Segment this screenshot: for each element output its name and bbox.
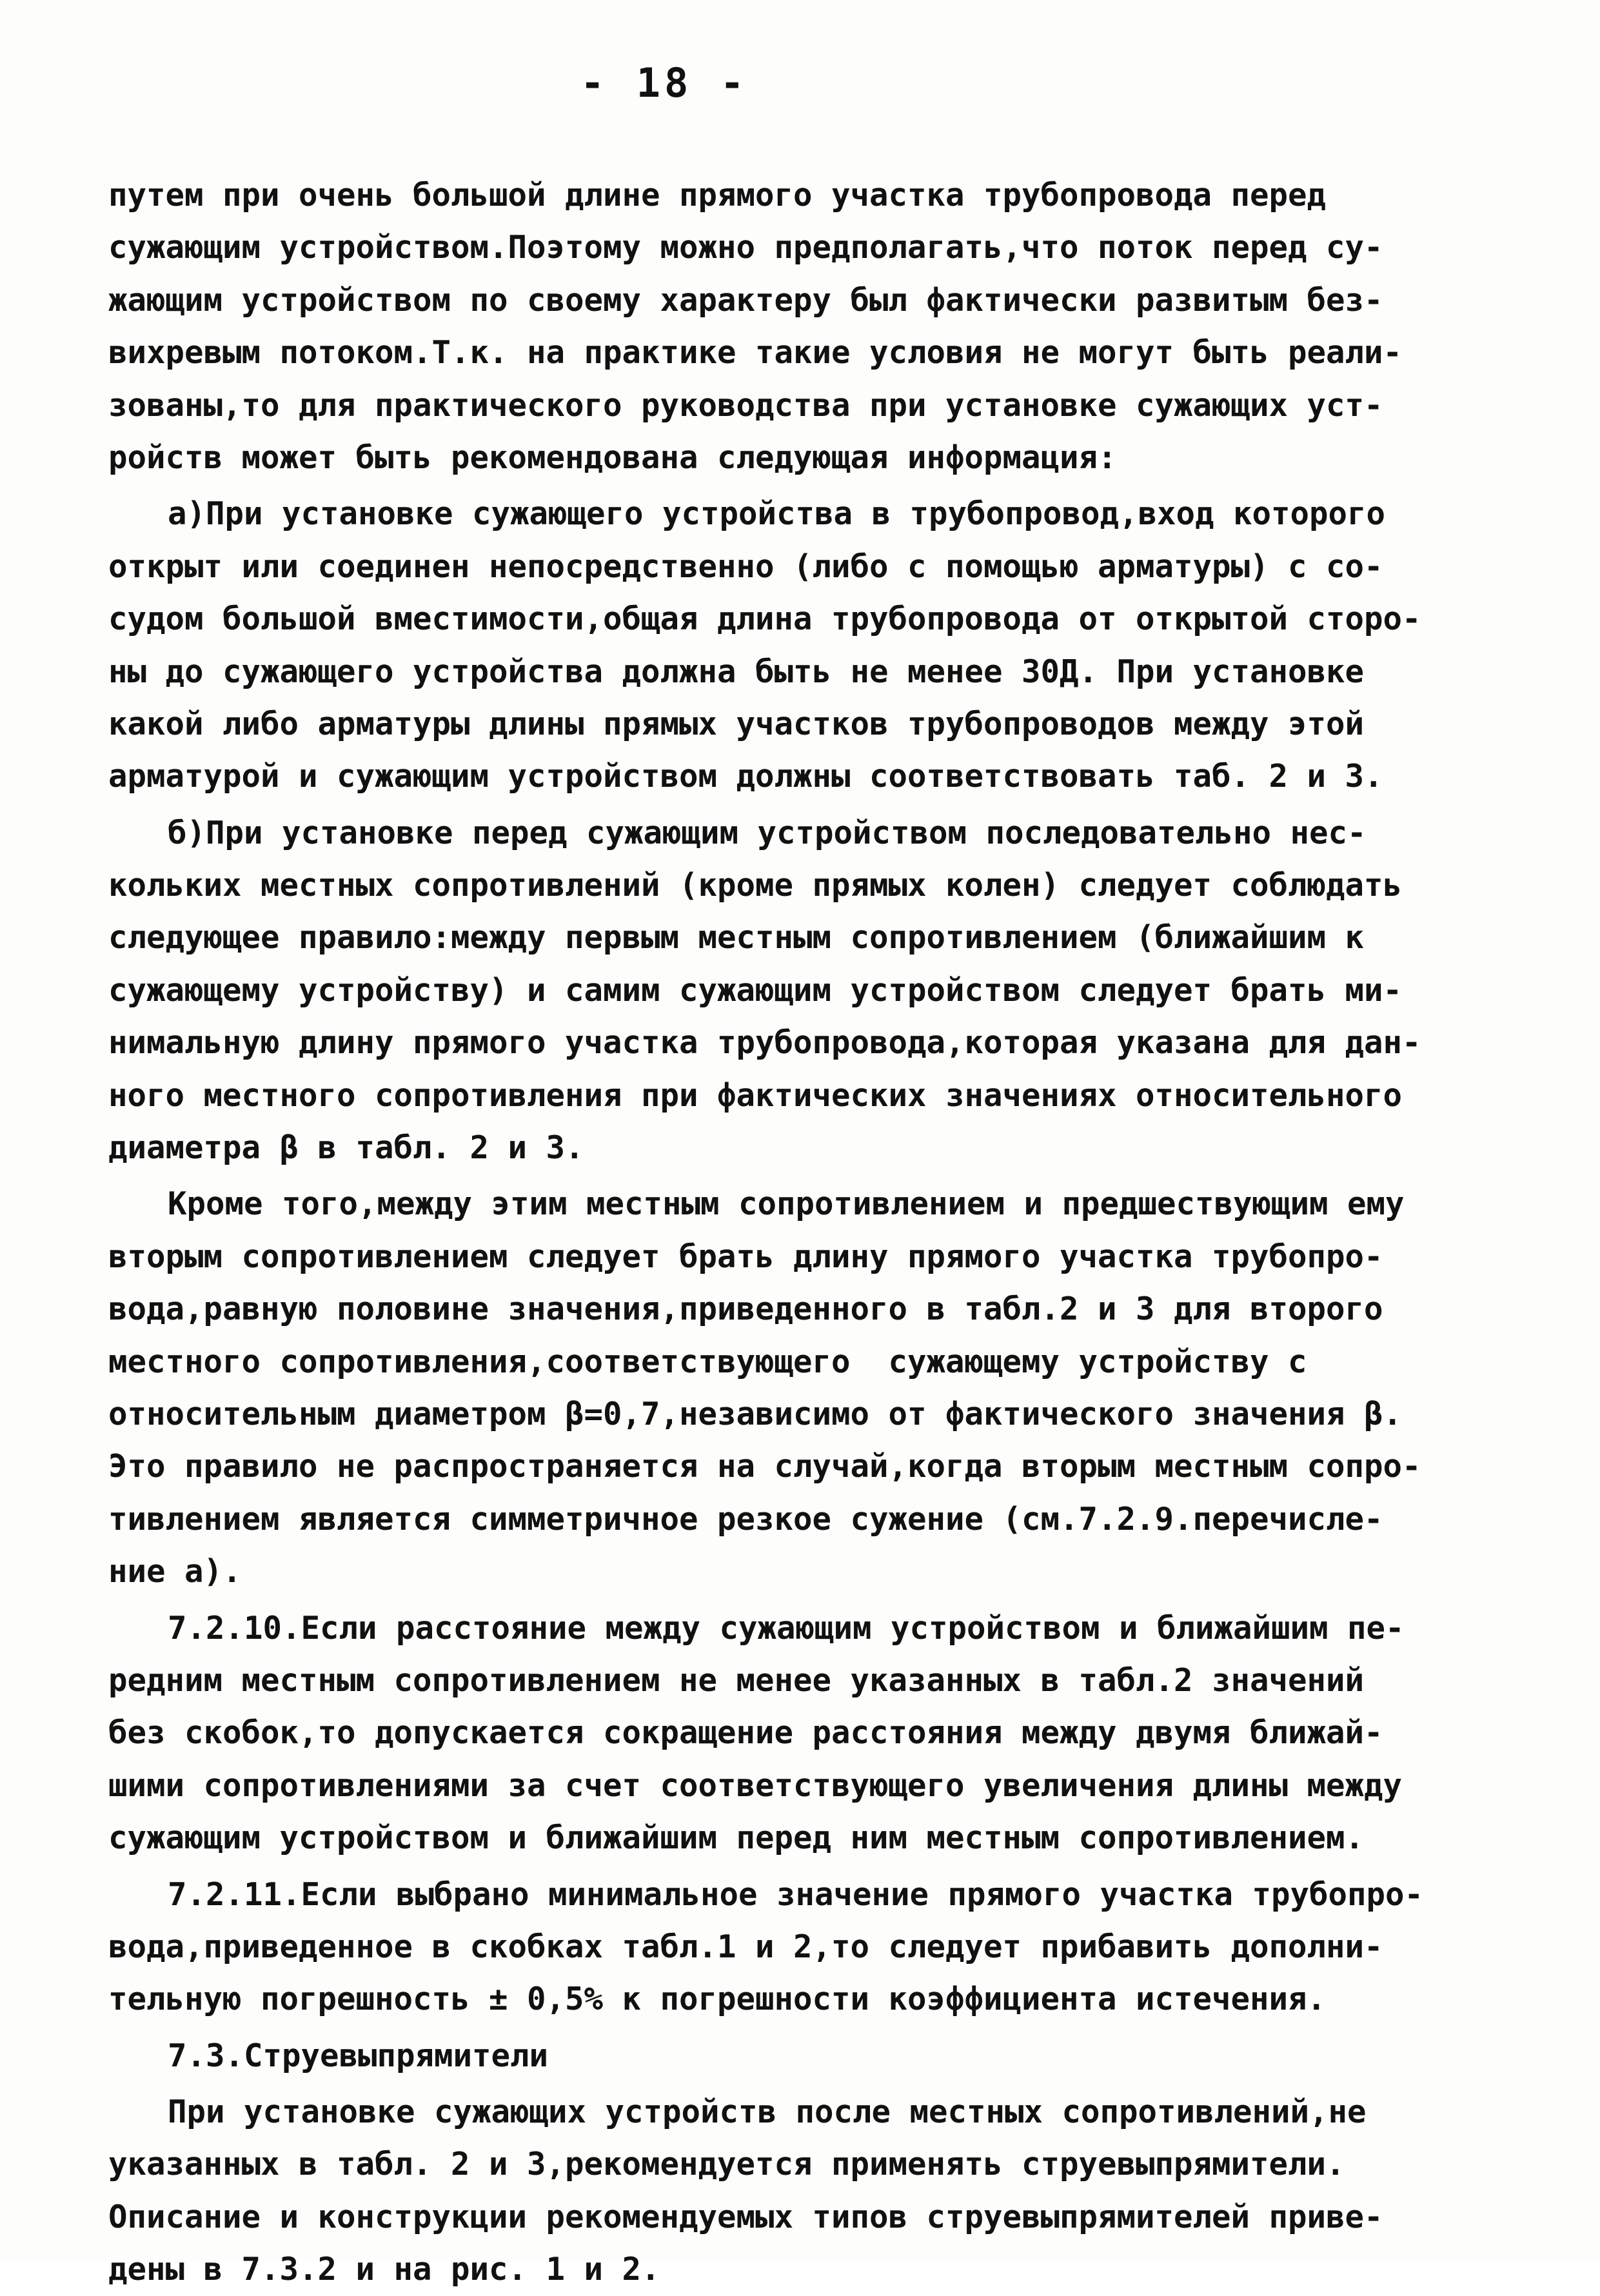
text-line: указанных в табл. 2 и 3,рекомендуется применять струевыпрямители.: [108, 2146, 1345, 2183]
text-line: шими сопротивлениями за счет соответствующего увеличения длины между: [108, 1767, 1403, 1804]
paragraph-a-start: а)При установке сужающего устройства в трубопровод,вход которого: [168, 495, 1386, 533]
paragraph-b-start: б)При установке перед сужающим устройством последовательно нес-: [168, 814, 1367, 851]
text-line: сужающим устройством и ближайшим перед ним местным сопротивлением.: [108, 1819, 1365, 1857]
text-line: диаметра β в табл. 2 и 3.: [108, 1129, 584, 1167]
text-line: ние а).: [108, 1553, 242, 1590]
text-line: зованы,то для практического руководства при установке сужающих уст-: [108, 386, 1383, 424]
text-line: судом большой вместимости,общая длина трубопровода от открытой сторо-: [108, 600, 1421, 638]
text-line: местного сопротивления,соответствующего сужающему устройству с: [108, 1343, 1307, 1380]
text-line: без скобок,то допускается сокращение расстояния между двумя ближай-: [108, 1714, 1383, 1752]
text-line: нимальную длину прямого участка трубопровода,которая указана для дан-: [108, 1024, 1421, 1062]
text-line: вихревым потоком.Т.к. на практике такие условия не могут быть реали-: [108, 334, 1403, 371]
page-number: - 18 -: [580, 59, 748, 106]
text-line: ного местного сопротивления при фактических значениях относительного: [108, 1076, 1403, 1114]
text-line: открыт или соединен непосредственно (либо с помощью арматуры) с со-: [108, 548, 1383, 585]
text-line: ройств может быть рекомендована следующая информация:: [108, 439, 1117, 476]
paragraph-besides-start: Кроме того,между этим местным сопротивлением и предшествующим ему: [168, 1185, 1405, 1223]
text-line: какой либо арматуры длины прямых участков трубопроводов между этой: [108, 705, 1365, 742]
text-line: дены в 7.3.2 и на рис. 1 и 2.: [108, 2251, 660, 2288]
text-line: Описание и конструкции рекомендуемых типов струевыпрямителей приве-: [108, 2198, 1383, 2235]
section-heading-7-3: 7.3.Струевыпрямители: [168, 2037, 549, 2074]
text-line: тельную погрешность ± 0,5% к погрешности коэффициента истечения.: [108, 1981, 1327, 2018]
text-line: редним местным сопротивлением не менее указанных в табл.2 значений: [108, 1661, 1365, 1699]
text-line: арматурой и сужающим устройством должны соответствовать таб. 2 и 3.: [108, 758, 1383, 795]
text-line: жающим устройством по своему характеру был фактически развитым без-: [108, 281, 1383, 319]
text-line: тивлением является симметричное резкое сужение (см.7.2.9.перечисле-: [108, 1500, 1383, 1538]
text-line: сужающему устройству) и самим сужающим устройством следует брать ми-: [108, 971, 1403, 1009]
text-line: относительным диаметром β=0,7,независимо от фактического значения β.: [108, 1395, 1403, 1432]
text-line: сужающим устройством.Поэтому можно предполагать,что поток перед су-: [108, 229, 1383, 266]
body-text: [108, 169, 1501, 2296]
clause-7-2-10-start: 7.2.10.Если расстояние между сужающим устройством и ближайшим пе-: [168, 1609, 1405, 1647]
text-line: вторым сопротивлением следует брать длину прямого участка трубопро-: [108, 1238, 1383, 1275]
text-line: путем при очень большой длине прямого участка трубопровода перед: [108, 177, 1327, 213]
text-line: ны до сужающего устройства должна быть не менее 30Д. При установке: [108, 653, 1365, 690]
clause-7-2-11-start: 7.2.11.Если выбрано минимальное значение прямого участка трубопро-: [168, 1875, 1424, 1913]
text-line: вода,равную половине значения,приведенного в табл.2 и 3 для второго: [108, 1291, 1383, 1328]
text-line: кольких местных сопротивлений (кроме прямых колен) следует соблюдать: [108, 867, 1403, 904]
paragraph-flow-straighteners-start: При установке сужающих устройств после местных сопротивлений,не: [168, 2093, 1367, 2131]
text-line: следующее правило:между первым местным сопротивлением (ближайшим к: [108, 919, 1365, 956]
text-line: Это правило не распространяется на случай,когда вторым местным сопро-: [108, 1448, 1421, 1485]
text-line: вода,приведенное в скобках табл.1 и 2,то следует прибавить дополни-: [108, 1928, 1383, 1965]
